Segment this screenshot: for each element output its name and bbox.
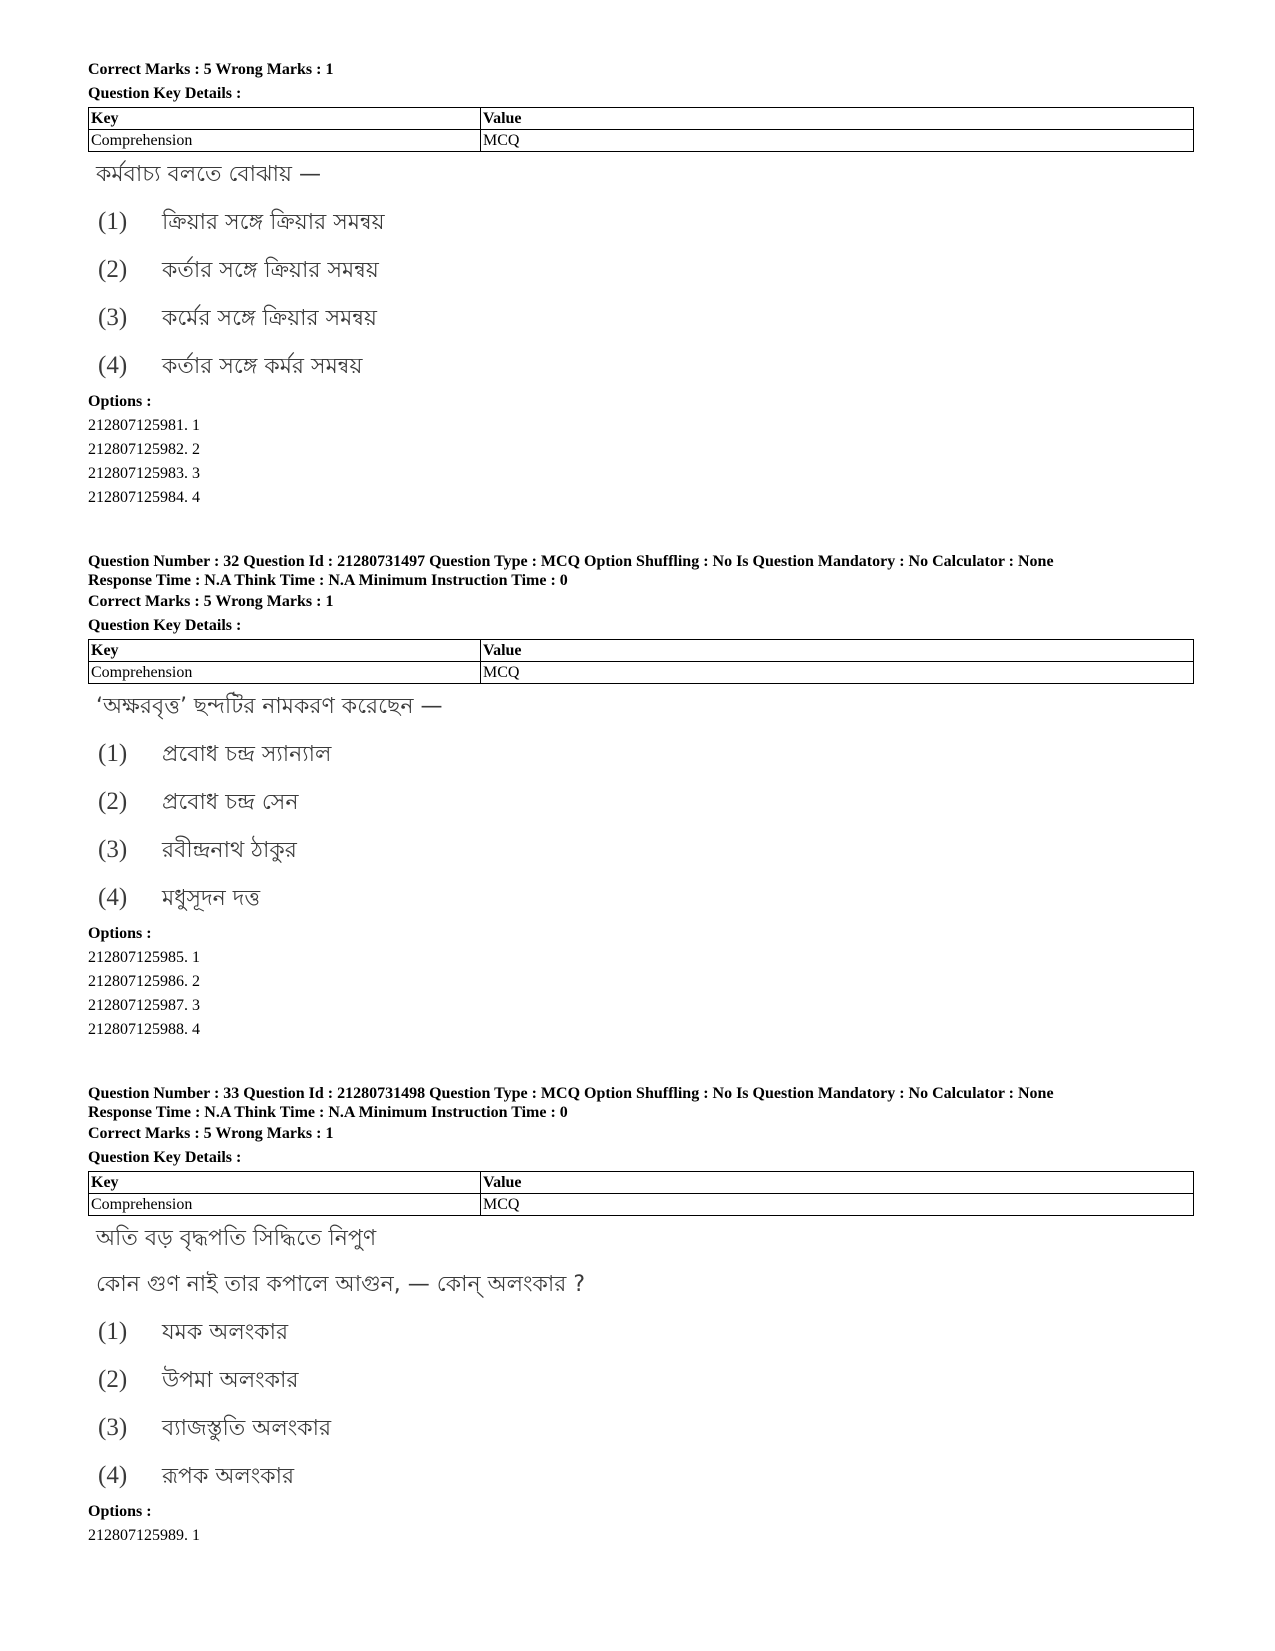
key-cell: Comprehension [89,662,481,684]
choice-text: কর্তার সঙ্গে কর্মর সমন্বয় [162,354,363,379]
key-header: Key [89,640,481,662]
key-details-table [88,107,1194,152]
marks-line: Correct Marks : 5 Wrong Marks : 1 [88,593,334,610]
question-31-block [88,58,1194,510]
choice-number: (4) [98,1462,128,1489]
key-header: Key [89,108,481,130]
options-list [88,1524,1194,1548]
list-item: 212807125988. 4 [88,1021,200,1038]
choice-4 [88,874,1194,922]
choice-number: (3) [98,304,128,331]
choice-4 [88,342,1194,390]
choice-2 [88,246,1194,294]
question-timing: Response Time : N.A Think Time : N.A Minimum Instruction Time : 0 [88,1104,568,1121]
key-details-label: Question Key Details : [88,85,242,102]
choice-text: রূপক অলংকার [162,1464,295,1489]
table-header-row [89,1172,1194,1194]
choice-text: ব্যাজস্তুতি অলংকার [162,1416,332,1441]
options-label: Options : [88,925,152,942]
value-header: Value [481,108,1194,130]
list-item: 212807125987. 3 [88,997,200,1014]
choice-text: মধুসূদন দত্ত [162,886,261,911]
list-item: 212807125981. 1 [88,417,200,434]
choice-3 [88,1404,1194,1452]
choice-1 [88,730,1194,778]
options-list [88,414,1194,510]
choice-text: প্রবোধ চন্দ্র সেন [162,790,299,815]
list-item: 212807125984. 4 [88,489,200,506]
choice-text: যমক অলংকার [162,1320,289,1345]
key-details-table [88,1171,1194,1216]
key-cell: Comprehension [89,130,481,152]
choice-3 [88,826,1194,874]
key-details-table [88,639,1194,684]
table-header-row [89,108,1194,130]
choice-number: (1) [98,1318,128,1345]
choice-1 [88,198,1194,246]
value-cell: MCQ [481,662,1194,684]
choice-number: (4) [98,884,128,911]
list-item: 212807125985. 1 [88,949,200,966]
marks-line: Correct Marks : 5 Wrong Marks : 1 [88,61,334,78]
table-header-row [89,640,1194,662]
list-item: 212807125982. 2 [88,441,200,458]
key-details-label: Question Key Details : [88,1149,242,1166]
choice-number: (2) [98,788,128,815]
question-text-line-2: কোন গুণ নাই তার কপালে আগুন, — কোন্ অলংকার ? [96,1272,586,1297]
question-paper-page [88,58,1194,1548]
key-header: Key [89,1172,481,1194]
choice-4 [88,1452,1194,1500]
choice-text: উপমা অলংকার [162,1368,299,1393]
choice-number: (1) [98,740,128,767]
choice-text: প্রবোধ চন্দ্র স্যান্যাল [162,742,332,767]
choice-text: রবীন্দ্রনাথ ঠাকুর [162,838,297,863]
choice-3 [88,294,1194,342]
question-timing: Response Time : N.A Think Time : N.A Minimum Instruction Time : 0 [88,572,568,589]
question-text: ‘অক্ষরবৃত্ত’ ছন্দটির নামকরণ করেছেন — [96,694,443,719]
options-list [88,946,1194,1042]
choice-number: (4) [98,352,128,379]
question-text: কর্মবাচ্য বলতে বোঝায় — [96,162,321,187]
list-item: 212807125989. 1 [88,1527,200,1544]
value-header: Value [481,1172,1194,1194]
key-cell: Comprehension [89,1194,481,1216]
choice-1 [88,1308,1194,1356]
question-33-block [88,1084,1194,1548]
table-row [89,130,1194,152]
value-cell: MCQ [481,130,1194,152]
choice-number: (3) [98,1414,128,1441]
value-cell: MCQ [481,1194,1194,1216]
question-header: Question Number : 32 Question Id : 21280731497 Question Type : MCQ Option Shuffling : No Is Question Mandatory : No Calculator : None [88,553,1054,570]
list-item: 212807125986. 2 [88,973,200,990]
choice-number: (2) [98,1366,128,1393]
choice-2 [88,1356,1194,1404]
table-row [89,662,1194,684]
value-header: Value [481,640,1194,662]
list-item: 212807125983. 3 [88,465,200,482]
question-header: Question Number : 33 Question Id : 21280731498 Question Type : MCQ Option Shuffling : No Is Question Mandatory : No Calculator : None [88,1085,1054,1102]
spacer [88,510,1194,552]
options-label: Options : [88,393,152,410]
marks-line: Correct Marks : 5 Wrong Marks : 1 [88,1125,334,1142]
choice-text: কর্মের সঙ্গে ক্রিয়ার সমন্বয় [162,306,378,331]
choice-text: কর্তার সঙ্গে ক্রিয়ার সমন্বয় [162,258,379,283]
options-label: Options : [88,1503,152,1520]
spacer [88,1042,1194,1084]
choice-text: ক্রিয়ার সঙ্গে ক্রিয়ার সমন্বয় [162,210,385,235]
table-row [89,1194,1194,1216]
choice-number: (2) [98,256,128,283]
key-details-label: Question Key Details : [88,617,242,634]
choice-number: (1) [98,208,128,235]
question-32-block [88,552,1194,1042]
question-text-line-1: অতি বড় বৃদ্ধপতি সিদ্ধিতে নিপুণ [96,1226,377,1251]
choice-number: (3) [98,836,128,863]
choice-2 [88,778,1194,826]
